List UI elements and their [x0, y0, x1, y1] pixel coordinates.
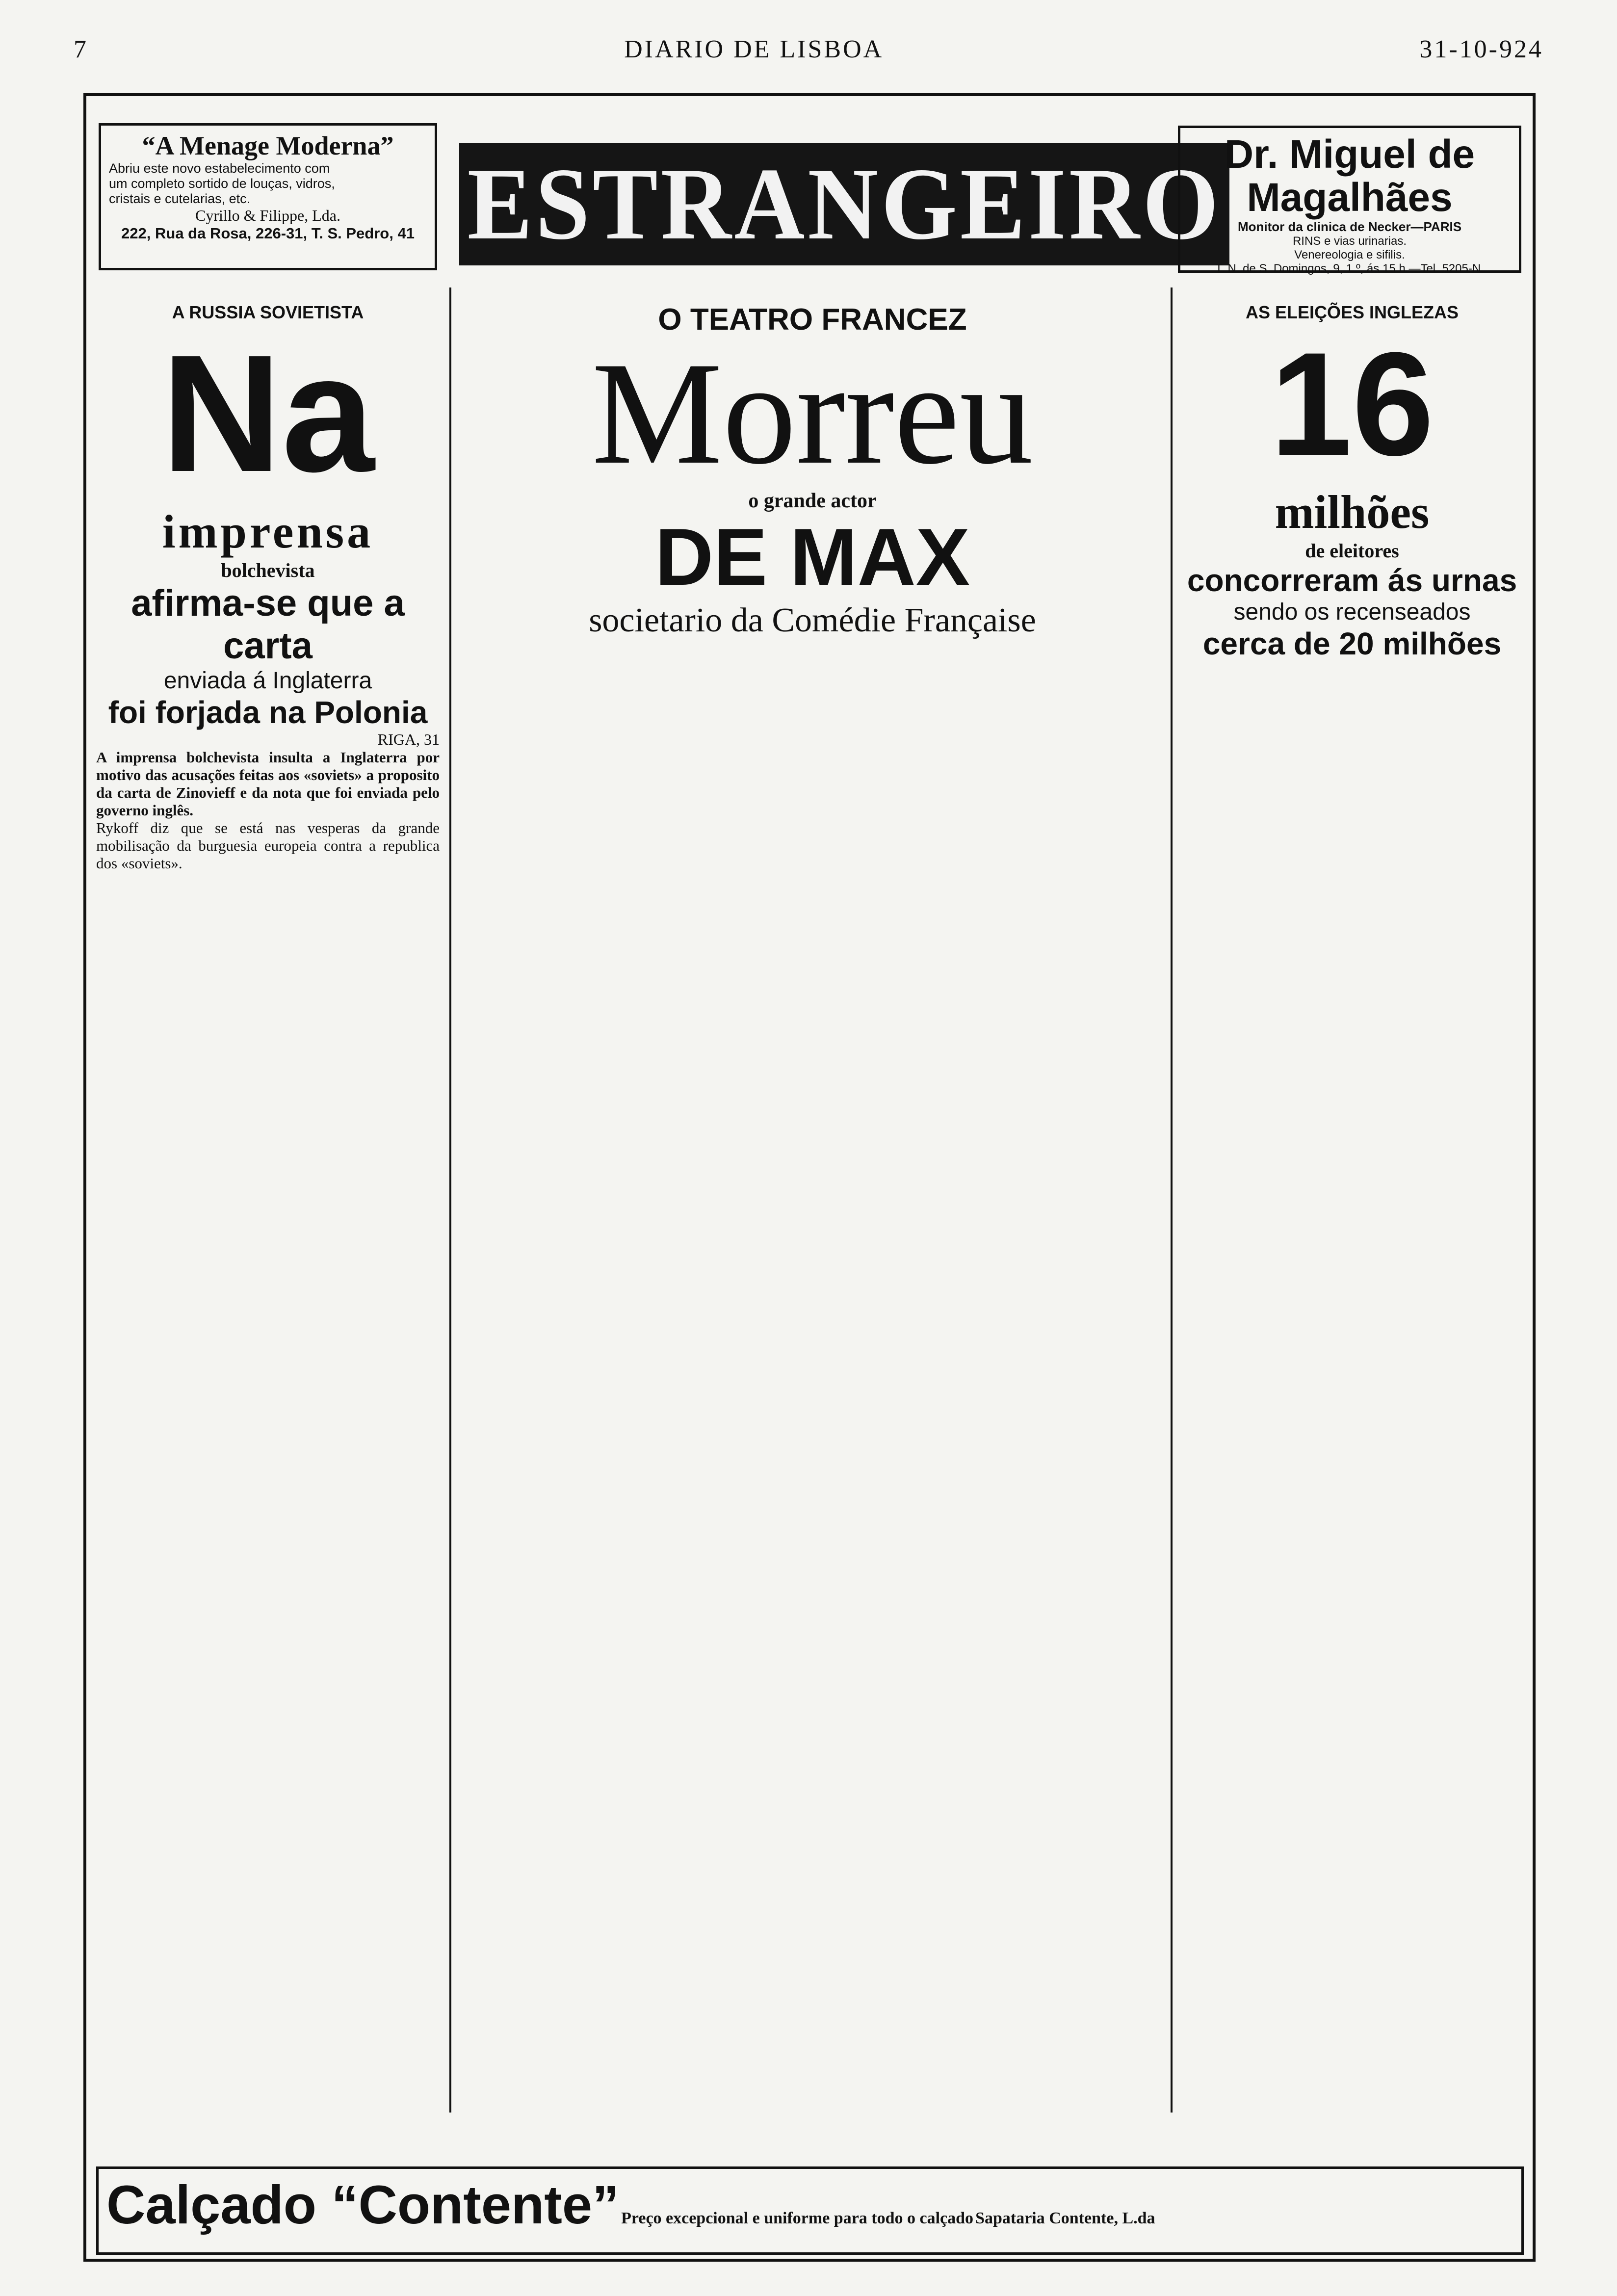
ad-menage-address: 222, Rua da Rosa, 226-31, T. S. Pedro, 41 [121, 225, 415, 242]
left-subhead-1: imprensa [162, 505, 374, 558]
masthead: DIARIO DE LISBOA [624, 35, 884, 63]
ad-magalhaes [1178, 126, 1521, 273]
left-column [96, 302, 440, 872]
column-divider-right [1171, 287, 1173, 2113]
ad-menage-line1: Abriu este novo estabelecimento com [109, 161, 330, 176]
right-subhead-1: milhões [1275, 486, 1430, 538]
page-frame [83, 93, 1536, 2262]
ad-magalhaes-name: Dr. Miguel de Magalhães [1224, 132, 1475, 220]
right-subhead-5: cerca de 20 milhões [1202, 626, 1502, 661]
left-subhead-4: enviada á Inglaterra [163, 668, 372, 694]
center-subhead-2: societario da Comédie Française [589, 601, 1036, 639]
ad-menage-moderna [99, 123, 437, 270]
right-headline: 16 [1270, 321, 1434, 486]
ad-contente-line1: Preço excepcional e uniforme para todo o calçado [621, 2209, 974, 2227]
right-column [1180, 302, 1524, 662]
section-banner [459, 143, 1229, 265]
center-column [464, 302, 1161, 640]
ad-magalhaes-address: T. N. de S. Domingos, 9, 1.º, ás 15 h.—Tel. 5205-N. [1215, 262, 1484, 275]
left-dateline: RIGA, 31 [377, 731, 440, 748]
left-subhead-3: afirma-se que a carta [131, 582, 405, 667]
ad-menage-firm: Cyrillo & Filippe, Lda. [195, 207, 340, 224]
ad-magalhaes-line1: Monitor da clinica de Necker—PARIS [1237, 219, 1462, 234]
page-header [74, 29, 1543, 69]
column-divider-left [449, 287, 451, 2113]
center-headline: Morreu [592, 332, 1033, 495]
ad-menage-line2: um completo sortido de louças, vidros, [109, 176, 335, 191]
center-name: DE MAX [655, 512, 970, 602]
left-paragraph-2: Rykoff diz que se está nas vesperas da grande mobilisação da burguesia europeia contra a republica dos «soviets». [96, 819, 440, 872]
left-paragraph-1: A imprensa bolchevista insulta a Inglaterra por motivo das acusações feitas aos «soviets» a proposito da carta de Zinovieff e da nota que foi enviada pelo governo inglês. [96, 749, 440, 819]
ad-magalhaes-line3: Venereologia e sifilis. [1294, 248, 1405, 261]
ad-menage-line3: cristais e cutelarias, etc. [109, 191, 251, 206]
right-kicker: AS ELEIÇÕES INGLEZAS [1245, 302, 1459, 322]
center-subhead-1: o grande actor [748, 490, 877, 512]
section-banner-text: ESTRANGEIRO [467, 147, 1222, 261]
issue-date: 31-10-924 [1419, 35, 1543, 63]
left-subhead-2: bolchevista [221, 559, 315, 581]
ad-calcado-contente [96, 2166, 1524, 2255]
ad-contente-name: Calçado “Contente” [106, 2175, 620, 2235]
left-headline: Na [161, 320, 375, 507]
right-subhead-4: sendo os recenseados [1233, 599, 1471, 625]
right-subhead-3: concorreram ás urnas [1187, 563, 1517, 598]
ad-menage-title: “A Menage Moderna” [142, 131, 394, 160]
left-kicker: A RUSSIA SOVIETISTA [172, 302, 364, 322]
ad-contente-firm: Sapataria Contente, L.da [975, 2209, 1155, 2227]
right-subhead-2: de eleitores [1305, 540, 1399, 562]
center-kicker: O TEATRO FRANCEZ [658, 303, 967, 337]
ad-magalhaes-line2: RINS e vias urinarias. [1292, 235, 1407, 248]
page-number: 7 [74, 35, 88, 63]
left-subhead-5: foi forjada na Polonia [108, 695, 428, 730]
